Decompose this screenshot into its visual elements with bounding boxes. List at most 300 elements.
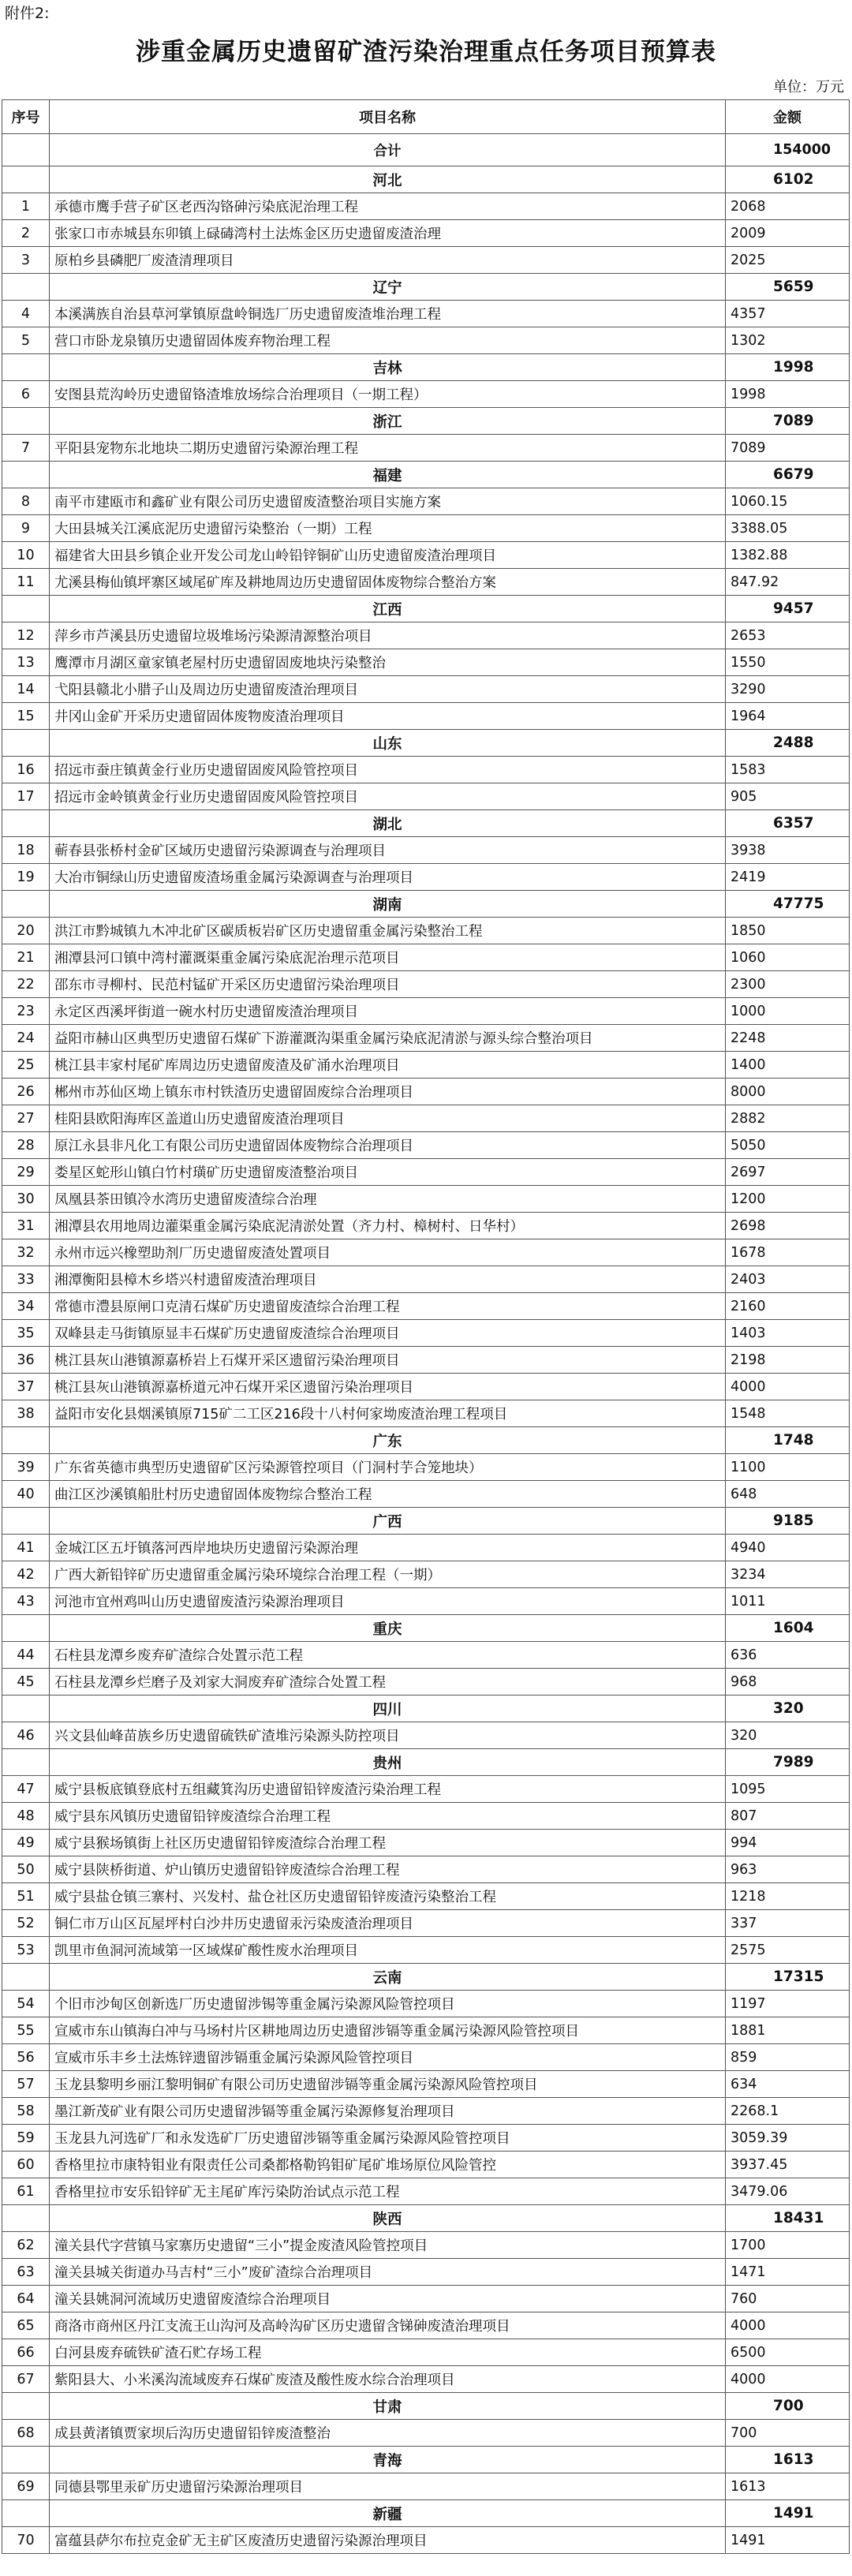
project-amount: 7089 [726, 435, 850, 462]
project-amount: 1060 [726, 944, 850, 971]
table-row [2, 488, 850, 515]
region-no [2, 2205, 50, 2232]
page-title: 涉重金属历史遗留矿渣污染治理重点任务项目预算表 [136, 38, 716, 66]
region-amount: 1998 [726, 354, 850, 381]
row-number: 45 [2, 1669, 50, 1696]
region-amount: 9457 [726, 596, 850, 623]
row-number: 12 [2, 623, 50, 649]
project-amount: 1100 [726, 1454, 850, 1481]
project-amount: 2025 [726, 247, 850, 274]
region-row [2, 2205, 850, 2232]
region-row [2, 891, 850, 918]
project-amount: 1400 [726, 1052, 850, 1079]
row-number: 51 [2, 1883, 50, 1910]
region-name: 广西 [50, 1508, 726, 1535]
project-amount: 4000 [726, 2366, 850, 2393]
project-name: 原江永县非凡化工有限公司历史遗留固体废物综合治理项目 [50, 1132, 726, 1159]
row-number: 21 [2, 944, 50, 971]
project-amount: 2698 [726, 1213, 850, 1239]
project-name: 富蕴县萨尔布拉克金矿无主矿区废渣历史遗留污染源治理项目 [50, 2527, 726, 2554]
table-row [2, 1293, 850, 1320]
row-number: 46 [2, 1722, 50, 1749]
region-no [2, 2393, 50, 2420]
row-number: 59 [2, 2125, 50, 2152]
project-amount: 6500 [726, 2339, 850, 2366]
project-name: 广东省英德市典型历史遗留矿区污染源管控项目（门洞村芋合笼地块） [50, 1454, 726, 1481]
row-number: 17 [2, 783, 50, 810]
table-row [2, 1052, 850, 1079]
region-amount: 17315 [726, 1964, 850, 1991]
region-amount: 18431 [726, 2205, 850, 2232]
region-no [2, 274, 50, 301]
total-label: 合计 [50, 134, 726, 166]
project-name: 营口市卧龙泉镇历史遗留固体废弃物治理工程 [50, 327, 726, 354]
project-amount: 4000 [726, 1374, 850, 1400]
header-name: 项目名称 [50, 100, 726, 134]
project-amount: 1197 [726, 1991, 850, 2017]
project-amount: 1382.88 [726, 542, 850, 569]
total-no [2, 134, 50, 166]
project-name: 桃江县灰山港镇源嘉桥岩上石煤开采区遗留污染治理项目 [50, 1347, 726, 1374]
project-name: 娄星区蛇形山镇白竹村璜矿历史遗留废渣整治项目 [50, 1159, 726, 1186]
table-row [2, 1266, 850, 1293]
table-row [2, 1722, 850, 1749]
project-name: 蕲春县张桥村金矿区域历史遗留污染源调查与治理项目 [50, 837, 726, 864]
region-name: 四川 [50, 1696, 726, 1722]
row-number: 8 [2, 488, 50, 515]
table-row [2, 1239, 850, 1266]
table-row [2, 2125, 850, 2152]
row-number: 35 [2, 1320, 50, 1347]
project-name: 威宁县盐仓镇三寨村、兴发村、盐仓社区历史遗留铅锌废渣污染整治工程 [50, 1883, 726, 1910]
project-amount: 634 [726, 2071, 850, 2098]
project-amount: 2882 [726, 1105, 850, 1132]
table-row [2, 1588, 850, 1615]
row-number: 43 [2, 1588, 50, 1615]
table-row [2, 327, 850, 354]
row-number: 41 [2, 1535, 50, 1561]
region-name: 湖南 [50, 891, 726, 918]
project-amount: 648 [726, 1481, 850, 1508]
project-name: 墨江新茂矿业有限公司历史遗留涉镉等重金属污染源修复治理项目 [50, 2098, 726, 2125]
row-number: 15 [2, 703, 50, 730]
region-row [2, 1749, 850, 1776]
region-amount: 1491 [726, 2500, 850, 2527]
project-name: 大田县城关江溪底泥历史遗留污染整治（一期）工程 [50, 515, 726, 542]
table-row [2, 1132, 850, 1159]
row-number: 1 [2, 193, 50, 220]
project-name: 威宁县板底镇登底村五组藏箕沟历史遗留铅锌废渣污染治理工程 [50, 1776, 726, 1803]
row-number: 13 [2, 649, 50, 676]
row-number: 2 [2, 220, 50, 247]
row-number: 28 [2, 1132, 50, 1159]
table-row [2, 2339, 850, 2366]
table-row [2, 435, 850, 462]
project-amount: 2268.1 [726, 2098, 850, 2125]
row-number: 11 [2, 569, 50, 596]
region-no [2, 1615, 50, 1642]
project-amount: 4940 [726, 1535, 850, 1561]
region-row [2, 354, 850, 381]
table-row [2, 515, 850, 542]
project-amount: 2248 [726, 1025, 850, 1052]
region-row [2, 1615, 850, 1642]
table-row [2, 1079, 850, 1105]
table-row [2, 837, 850, 864]
row-number: 3 [2, 247, 50, 274]
table-row [2, 1856, 850, 1883]
project-name: 威宁县猴场镇街上社区历史遗留铅锌废渣综合治理工程 [50, 1830, 726, 1856]
project-amount: 3388.05 [726, 515, 850, 542]
project-name: 凤凰县茶田镇冷水湾历史遗留废渣综合治理 [50, 1186, 726, 1213]
region-no [2, 354, 50, 381]
project-amount: 3059.39 [726, 2125, 850, 2152]
project-name: 常德市澧县原闸口克清石煤矿历史遗留废渣综合治理工程 [50, 1293, 726, 1320]
project-name: 曲江区沙溪镇船肚村历史遗留固体废物综合整治工程 [50, 1481, 726, 1508]
region-no [2, 1749, 50, 1776]
table-row [2, 2312, 850, 2339]
project-amount: 337 [726, 1910, 850, 1937]
project-name: 桃江县灰山港镇源嘉桥道元冲石煤开采区遗留污染治理项目 [50, 1374, 726, 1400]
region-no [2, 166, 50, 193]
region-row [2, 408, 850, 435]
table-row [2, 783, 850, 810]
region-row [2, 166, 850, 193]
project-name: 招远市蚕庄镇黄金行业历史遗留固废风险管控项目 [50, 757, 726, 783]
region-amount: 5659 [726, 274, 850, 301]
row-number: 32 [2, 1239, 50, 1266]
row-number: 37 [2, 1374, 50, 1400]
project-name: 永州市远兴橡塑助剂厂历史遗留废渣处置项目 [50, 1239, 726, 1266]
region-no [2, 596, 50, 623]
region-name: 辽宁 [50, 274, 726, 301]
project-name: 邵东市寻柳村、民范村锰矿开采区历史遗留污染治理项目 [50, 971, 726, 998]
project-amount: 1850 [726, 918, 850, 944]
project-amount: 636 [726, 1642, 850, 1669]
row-number: 47 [2, 1776, 50, 1803]
attachment-label: 附件2: [5, 5, 50, 22]
region-row [2, 274, 850, 301]
table-row [2, 2420, 850, 2447]
region-amount: 9185 [726, 1508, 850, 1535]
region-no [2, 462, 50, 488]
row-number: 56 [2, 2044, 50, 2071]
region-name: 吉林 [50, 354, 726, 381]
project-name: 商洛市商州区丹江支流王山沟河及高岭沟矿区历史遗留含锑砷废渣治理项目 [50, 2312, 726, 2339]
row-number: 10 [2, 542, 50, 569]
project-name: 金城江区五圩镇落河西岸地块历史遗留污染源治理 [50, 1535, 726, 1561]
project-name: 威宁县东风镇历史遗留铅锌废渣综合治理工程 [50, 1803, 726, 1830]
project-name: 紫阳县大、小米溪沟流域废弃石煤矿废渣及酸性废水综合治理项目 [50, 2366, 726, 2393]
table-row [2, 1561, 850, 1588]
row-number: 62 [2, 2232, 50, 2259]
region-amount: 6679 [726, 462, 850, 488]
table-row [2, 1025, 850, 1052]
table-row [2, 2017, 850, 2044]
region-name: 河北 [50, 166, 726, 193]
table-row [2, 2044, 850, 2071]
project-name: 成县黄渚镇贾家坝后沟历史遗留铅锌废渣整治 [50, 2420, 726, 2447]
project-amount: 905 [726, 783, 850, 810]
row-number: 67 [2, 2366, 50, 2393]
region-row [2, 1427, 850, 1454]
row-number: 54 [2, 1991, 50, 2017]
project-name: 益阳市安化县烟溪镇原715矿二工区216段十八村何家坳废渣治理工程项目 [50, 1400, 726, 1427]
region-no [2, 810, 50, 837]
table-row [2, 1454, 850, 1481]
header-no: 序号 [2, 100, 50, 134]
table-row [2, 2259, 850, 2286]
row-number: 49 [2, 1830, 50, 1856]
project-amount: 1964 [726, 703, 850, 730]
project-amount: 760 [726, 2286, 850, 2312]
project-name: 湘潭县河口镇中湾村灌溉渠重金属污染底泥治理示范项目 [50, 944, 726, 971]
table-row [2, 623, 850, 649]
project-amount: 2068 [726, 193, 850, 220]
project-name: 招远市金岭镇黄金行业历史遗留固废风险管控项目 [50, 783, 726, 810]
table-row [2, 2152, 850, 2178]
region-name: 甘肃 [50, 2393, 726, 2420]
project-name: 福建省大田县乡镇企业开发公司龙山岭铅锌铜矿山历史遗留废渣治理项目 [50, 542, 726, 569]
project-amount: 1700 [726, 2232, 850, 2259]
row-number: 25 [2, 1052, 50, 1079]
project-amount: 1000 [726, 998, 850, 1025]
project-name: 兴文县仙峰苗族乡历史遗留硫铁矿渣堆污染源头防控项目 [50, 1722, 726, 1749]
project-name: 香格里拉市康特钼业有限责任公司桑都格勒钨钼矿尾矿堆场原位风险管控 [50, 2152, 726, 2178]
region-name: 江西 [50, 596, 726, 623]
row-number: 16 [2, 757, 50, 783]
region-amount: 1613 [726, 2447, 850, 2473]
row-number: 26 [2, 1079, 50, 1105]
project-amount: 1218 [726, 1883, 850, 1910]
region-amount: 7089 [726, 408, 850, 435]
table-row [2, 381, 850, 408]
region-name: 浙江 [50, 408, 726, 435]
project-name: 宣威市东山镇海白冲与马场村片区耕地周边历史遗留涉镉等重金属污染源风险管控项目 [50, 2017, 726, 2044]
project-amount: 994 [726, 1830, 850, 1856]
row-number: 53 [2, 1937, 50, 1964]
project-amount: 2403 [726, 1266, 850, 1293]
project-amount: 320 [726, 1722, 850, 1749]
region-name: 福建 [50, 462, 726, 488]
project-amount: 2653 [726, 623, 850, 649]
project-amount: 1302 [726, 327, 850, 354]
project-amount: 1881 [726, 2017, 850, 2044]
table-row [2, 569, 850, 596]
region-no [2, 1427, 50, 1454]
table-row [2, 649, 850, 676]
project-name: 玉龙县黎明乡丽江黎明铜矿有限公司历史遗留涉镉等重金属污染源风险管控项目 [50, 2071, 726, 2098]
row-number: 27 [2, 1105, 50, 1132]
row-number: 31 [2, 1213, 50, 1239]
region-name: 云南 [50, 1964, 726, 1991]
region-no [2, 891, 50, 918]
region-row [2, 2393, 850, 2420]
row-number: 14 [2, 676, 50, 703]
project-name: 宣威市乐丰乡土法炼锌遗留涉镉重金属污染源风险管控项目 [50, 2044, 726, 2071]
project-name: 本溪满族自治县草河掌镇原盘岭铜选厂历史遗留废渣堆治理工程 [50, 301, 726, 327]
project-amount: 1471 [726, 2259, 850, 2286]
table-row [2, 1776, 850, 1803]
table-row [2, 2527, 850, 2554]
row-number: 19 [2, 864, 50, 891]
total-amount: 154000 [726, 134, 850, 166]
project-amount: 4000 [726, 2312, 850, 2339]
project-amount: 1998 [726, 381, 850, 408]
region-no [2, 1964, 50, 1991]
table-row [2, 1830, 850, 1856]
project-name: 香格里拉市安乐铅锌矿无主尾矿库污染防治试点示范工程 [50, 2178, 726, 2205]
table-row [2, 1642, 850, 1669]
row-number: 63 [2, 2259, 50, 2286]
region-name: 新疆 [50, 2500, 726, 2527]
table-row [2, 1910, 850, 1937]
region-amount: 1604 [726, 1615, 850, 1642]
region-amount: 7989 [726, 1749, 850, 1776]
project-name: 洪江市黔城镇九木冲北矿区碳质板岩矿区历史遗留重金属污染整治工程 [50, 918, 726, 944]
row-number: 68 [2, 2420, 50, 2447]
project-amount: 2009 [726, 220, 850, 247]
region-row [2, 462, 850, 488]
table-row [2, 703, 850, 730]
row-number: 40 [2, 1481, 50, 1508]
row-number: 24 [2, 1025, 50, 1052]
table-row [2, 2071, 850, 2098]
region-row [2, 2500, 850, 2527]
row-number: 9 [2, 515, 50, 542]
table-row [2, 193, 850, 220]
region-row [2, 730, 850, 757]
row-number: 60 [2, 2152, 50, 2178]
region-row [2, 596, 850, 623]
project-amount: 4357 [726, 301, 850, 327]
table-row [2, 247, 850, 274]
table-row [2, 1213, 850, 1239]
row-number: 38 [2, 1400, 50, 1427]
project-amount: 700 [726, 2420, 850, 2447]
project-name: 潼关县代字营镇马家寨历史遗留“三小”提金废渣风险管控项目 [50, 2232, 726, 2259]
row-number: 5 [2, 327, 50, 354]
project-amount: 2198 [726, 1347, 850, 1374]
row-number: 64 [2, 2286, 50, 2312]
region-name: 广东 [50, 1427, 726, 1454]
project-amount: 1550 [726, 649, 850, 676]
project-name: 萍乡市芦溪县历史遗留垃圾堆场污染源清源整治项目 [50, 623, 726, 649]
project-name: 大冶市铜绿山历史遗留废渣场重金属污染源调查与治理项目 [50, 864, 726, 891]
region-name: 重庆 [50, 1615, 726, 1642]
project-name: 凯里市鱼洞河流域第一区域煤矿酸性废水治理项目 [50, 1937, 726, 1964]
row-number: 18 [2, 837, 50, 864]
table-row [2, 1400, 850, 1427]
table-row [2, 1159, 850, 1186]
header-amount: 金额 [726, 100, 850, 134]
project-name: 个旧市沙甸区创新选厂历史遗留涉锡等重金属污染源风险管控项目 [50, 1991, 726, 2017]
region-name: 湖北 [50, 810, 726, 837]
project-amount: 1613 [726, 2473, 850, 2500]
project-amount: 3937.45 [726, 2152, 850, 2178]
project-name: 石柱县龙潭乡烂磨子及刘家大洞废弃矿渣综合处置工程 [50, 1669, 726, 1696]
table-row [2, 2286, 850, 2312]
row-number: 34 [2, 1293, 50, 1320]
region-no [2, 408, 50, 435]
project-name: 原柏乡县磷肥厂废渣清理项目 [50, 247, 726, 274]
table-row [2, 757, 850, 783]
project-amount: 2575 [726, 1937, 850, 1964]
table-header-row [2, 100, 850, 134]
region-row [2, 1696, 850, 1722]
table-row [2, 1803, 850, 1830]
row-number: 33 [2, 1266, 50, 1293]
project-name: 铜仁市万山区瓦屋坪村白沙井历史遗留汞污染废渣治理项目 [50, 1910, 726, 1937]
table-row [2, 676, 850, 703]
row-number: 65 [2, 2312, 50, 2339]
project-name: 玉龙县九河选矿厂和永发选矿厂历史遗留涉镉等重金属污染源风险管控项目 [50, 2125, 726, 2152]
project-name: 潼关县姚洞河流域历史遗留废渣综合治理项目 [50, 2286, 726, 2312]
region-name: 陕西 [50, 2205, 726, 2232]
project-amount: 1200 [726, 1186, 850, 1213]
project-name: 河池市宜州鸡叫山历史遗留废渣污染源治理项目 [50, 1588, 726, 1615]
region-row [2, 1508, 850, 1535]
project-amount: 1678 [726, 1239, 850, 1266]
project-name: 井冈山金矿开采历史遗留固体废物废渣治理项目 [50, 703, 726, 730]
project-name: 鹰潭市月湖区童家镇老屋村历史遗留固废地块污染整治 [50, 649, 726, 676]
table-body [2, 134, 850, 2554]
row-number: 70 [2, 2527, 50, 2554]
row-number: 58 [2, 2098, 50, 2125]
region-amount: 6102 [726, 166, 850, 193]
project-amount: 3938 [726, 837, 850, 864]
table-row [2, 1481, 850, 1508]
region-amount: 700 [726, 2393, 850, 2420]
project-name: 湘潭衡阳县樟木乡塔兴村遗留废渣治理项目 [50, 1266, 726, 1293]
row-number: 57 [2, 2071, 50, 2098]
region-no [2, 2447, 50, 2473]
project-name: 永定区西溪坪街道一碗水村历史遗留废渣治理项目 [50, 998, 726, 1025]
project-name: 白河县废弃硫铁矿渣石贮存场工程 [50, 2339, 726, 2366]
table-row [2, 1186, 850, 1213]
row-number: 6 [2, 381, 50, 408]
region-row [2, 810, 850, 837]
project-name: 益阳市赫山区典型历史遗留石煤矿下游灌溉沟渠重金属污染底泥清淤与源头综合整治项目 [50, 1025, 726, 1052]
region-amount: 6357 [726, 810, 850, 837]
region-name: 贵州 [50, 1749, 726, 1776]
row-number: 29 [2, 1159, 50, 1186]
project-name: 南平市建瓯市和鑫矿业有限公司历史遗留废渣整治项目实施方案 [50, 488, 726, 515]
row-number: 55 [2, 2017, 50, 2044]
project-amount: 1548 [726, 1400, 850, 1427]
table-row [2, 2098, 850, 2125]
region-no [2, 1508, 50, 1535]
region-row [2, 2447, 850, 2473]
project-name: 同德县鄂里汞矿历史遗留污染源治理项目 [50, 2473, 726, 2500]
project-amount: 1491 [726, 2527, 850, 2554]
table-row [2, 2473, 850, 2500]
region-amount: 320 [726, 1696, 850, 1722]
row-number: 36 [2, 1347, 50, 1374]
project-name: 广西大新铅锌矿历史遗留重金属污染环境综合治理工程（一期） [50, 1561, 726, 1588]
region-amount: 2488 [726, 730, 850, 757]
table-row [2, 998, 850, 1025]
table-row [2, 944, 850, 971]
row-number: 42 [2, 1561, 50, 1588]
row-number: 48 [2, 1803, 50, 1830]
table-row [2, 1669, 850, 1696]
project-name: 桃江县丰家村尾矿库周边历史遗留废渣及矿涌水治理项目 [50, 1052, 726, 1079]
region-amount: 1748 [726, 1427, 850, 1454]
project-amount: 847.92 [726, 569, 850, 596]
row-number: 4 [2, 301, 50, 327]
project-name: 安图县荒沟岭历史遗留铬渣堆放场综合治理项目（一期工程） [50, 381, 726, 408]
